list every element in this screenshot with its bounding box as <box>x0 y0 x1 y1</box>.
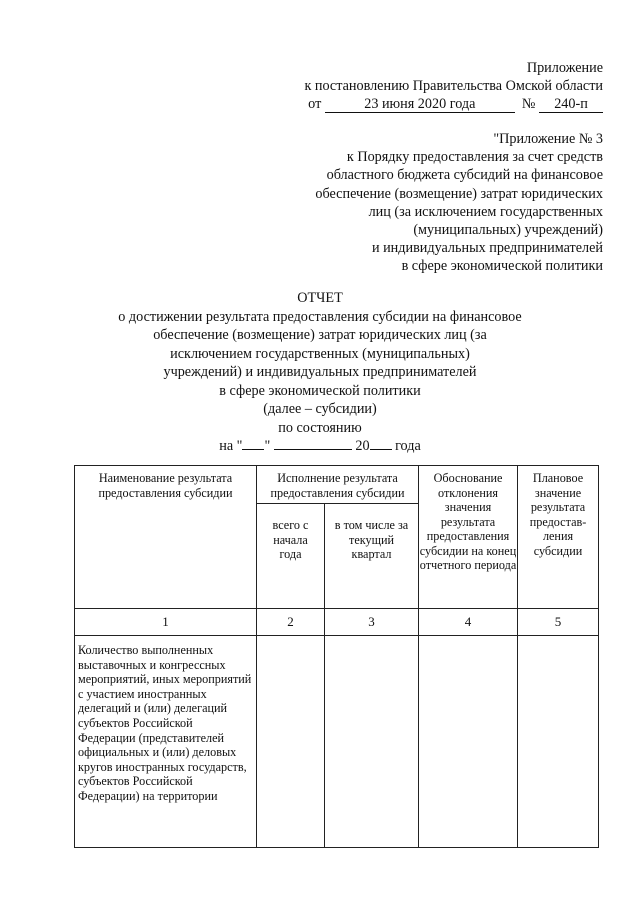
column-number: 4 <box>419 609 518 636</box>
report-title-line: исключением государственных (муниципальных) <box>170 345 470 362</box>
header-total-since-year-start: всего с начала года <box>257 504 325 609</box>
resolution-date: 23 июня 2020 года <box>325 97 515 113</box>
header-result-execution: Исполнение результата предоставления субсидии <box>257 466 419 504</box>
justification-cell <box>419 636 518 848</box>
column-number: 5 <box>518 609 599 636</box>
date-quote: " <box>264 438 271 454</box>
report-title-line: о достижении результата предоставления субсидии на финансовое <box>118 308 522 325</box>
resolution-number: 240-п <box>539 97 603 113</box>
report-title-block <box>0 289 640 456</box>
date-year: 20 <box>355 438 370 454</box>
resolution-date-line <box>308 95 603 113</box>
result-name-cell: Количество выполненных выставочных и конгрессных мероприятий, иных мероприятий с участием иностранных делегаций и (или) делегаций субъектов Российской Федерации (представителей официальных и (или) деловых кругов иностранных государств, субъектов Российской Федерации) на территории <box>75 636 257 848</box>
appendix-line: обеспечение (возмещение) затрат юридических <box>315 185 603 202</box>
report-title-line: (далее – субсидии) <box>263 401 377 417</box>
appendix-3-block <box>315 130 603 276</box>
appendix-caption: Приложение <box>526 60 603 76</box>
appendix-line: в сфере экономической политики <box>401 258 603 275</box>
header-deviation-justification: Обоснование отклонения значения результата предоставления субсидии на конец отчетного периода <box>419 466 518 609</box>
date-prefix: на " <box>219 438 243 454</box>
quarter-value-cell <box>325 636 419 848</box>
date-month-blank <box>274 449 352 450</box>
report-title-line: обеспечение (возмещение) затрат юридических лиц (за <box>153 327 487 343</box>
appendix-line: и индивидуальных предпринимателей <box>371 240 603 257</box>
planned-value-cell <box>518 636 599 848</box>
header-result-name: Наименование результата предоставления субсидии <box>75 466 257 609</box>
report-date-line <box>0 437 640 456</box>
appendix-line: к Порядку предоставления за счет средств <box>346 149 603 166</box>
report-heading: ОТЧЕТ <box>297 290 343 306</box>
number-label: № <box>521 96 536 112</box>
appendix-line: областного бюджета субсидий на финансовое <box>326 167 603 184</box>
column-number: 2 <box>257 609 325 636</box>
appendix-line: "Приложение № 3 <box>493 131 603 147</box>
report-title-line: по состоянию <box>278 419 362 436</box>
resolution-caption: к постановлению Правительства Омской области <box>304 78 603 94</box>
report-title-line: в сфере экономической политики <box>219 382 421 399</box>
date-day-blank <box>242 449 264 450</box>
appendix-line: лиц (за исключением государственных <box>368 203 603 220</box>
date-year-blank <box>370 449 392 450</box>
report-title-line: учреждений) и индивидуальных предпринимателей <box>163 364 477 380</box>
from-label: от <box>308 96 322 112</box>
date-suffix: года <box>395 438 421 454</box>
appendix-line: (муниципальных) учреждений) <box>413 222 603 239</box>
column-number: 1 <box>75 609 257 636</box>
total-value-cell <box>257 636 325 848</box>
report-table <box>74 465 599 848</box>
header-planned-value: Плановое значение результата предостав-ления субсидии <box>518 466 599 609</box>
column-number: 3 <box>325 609 419 636</box>
header-current-quarter: в том числе за текущий квартал <box>325 504 419 609</box>
